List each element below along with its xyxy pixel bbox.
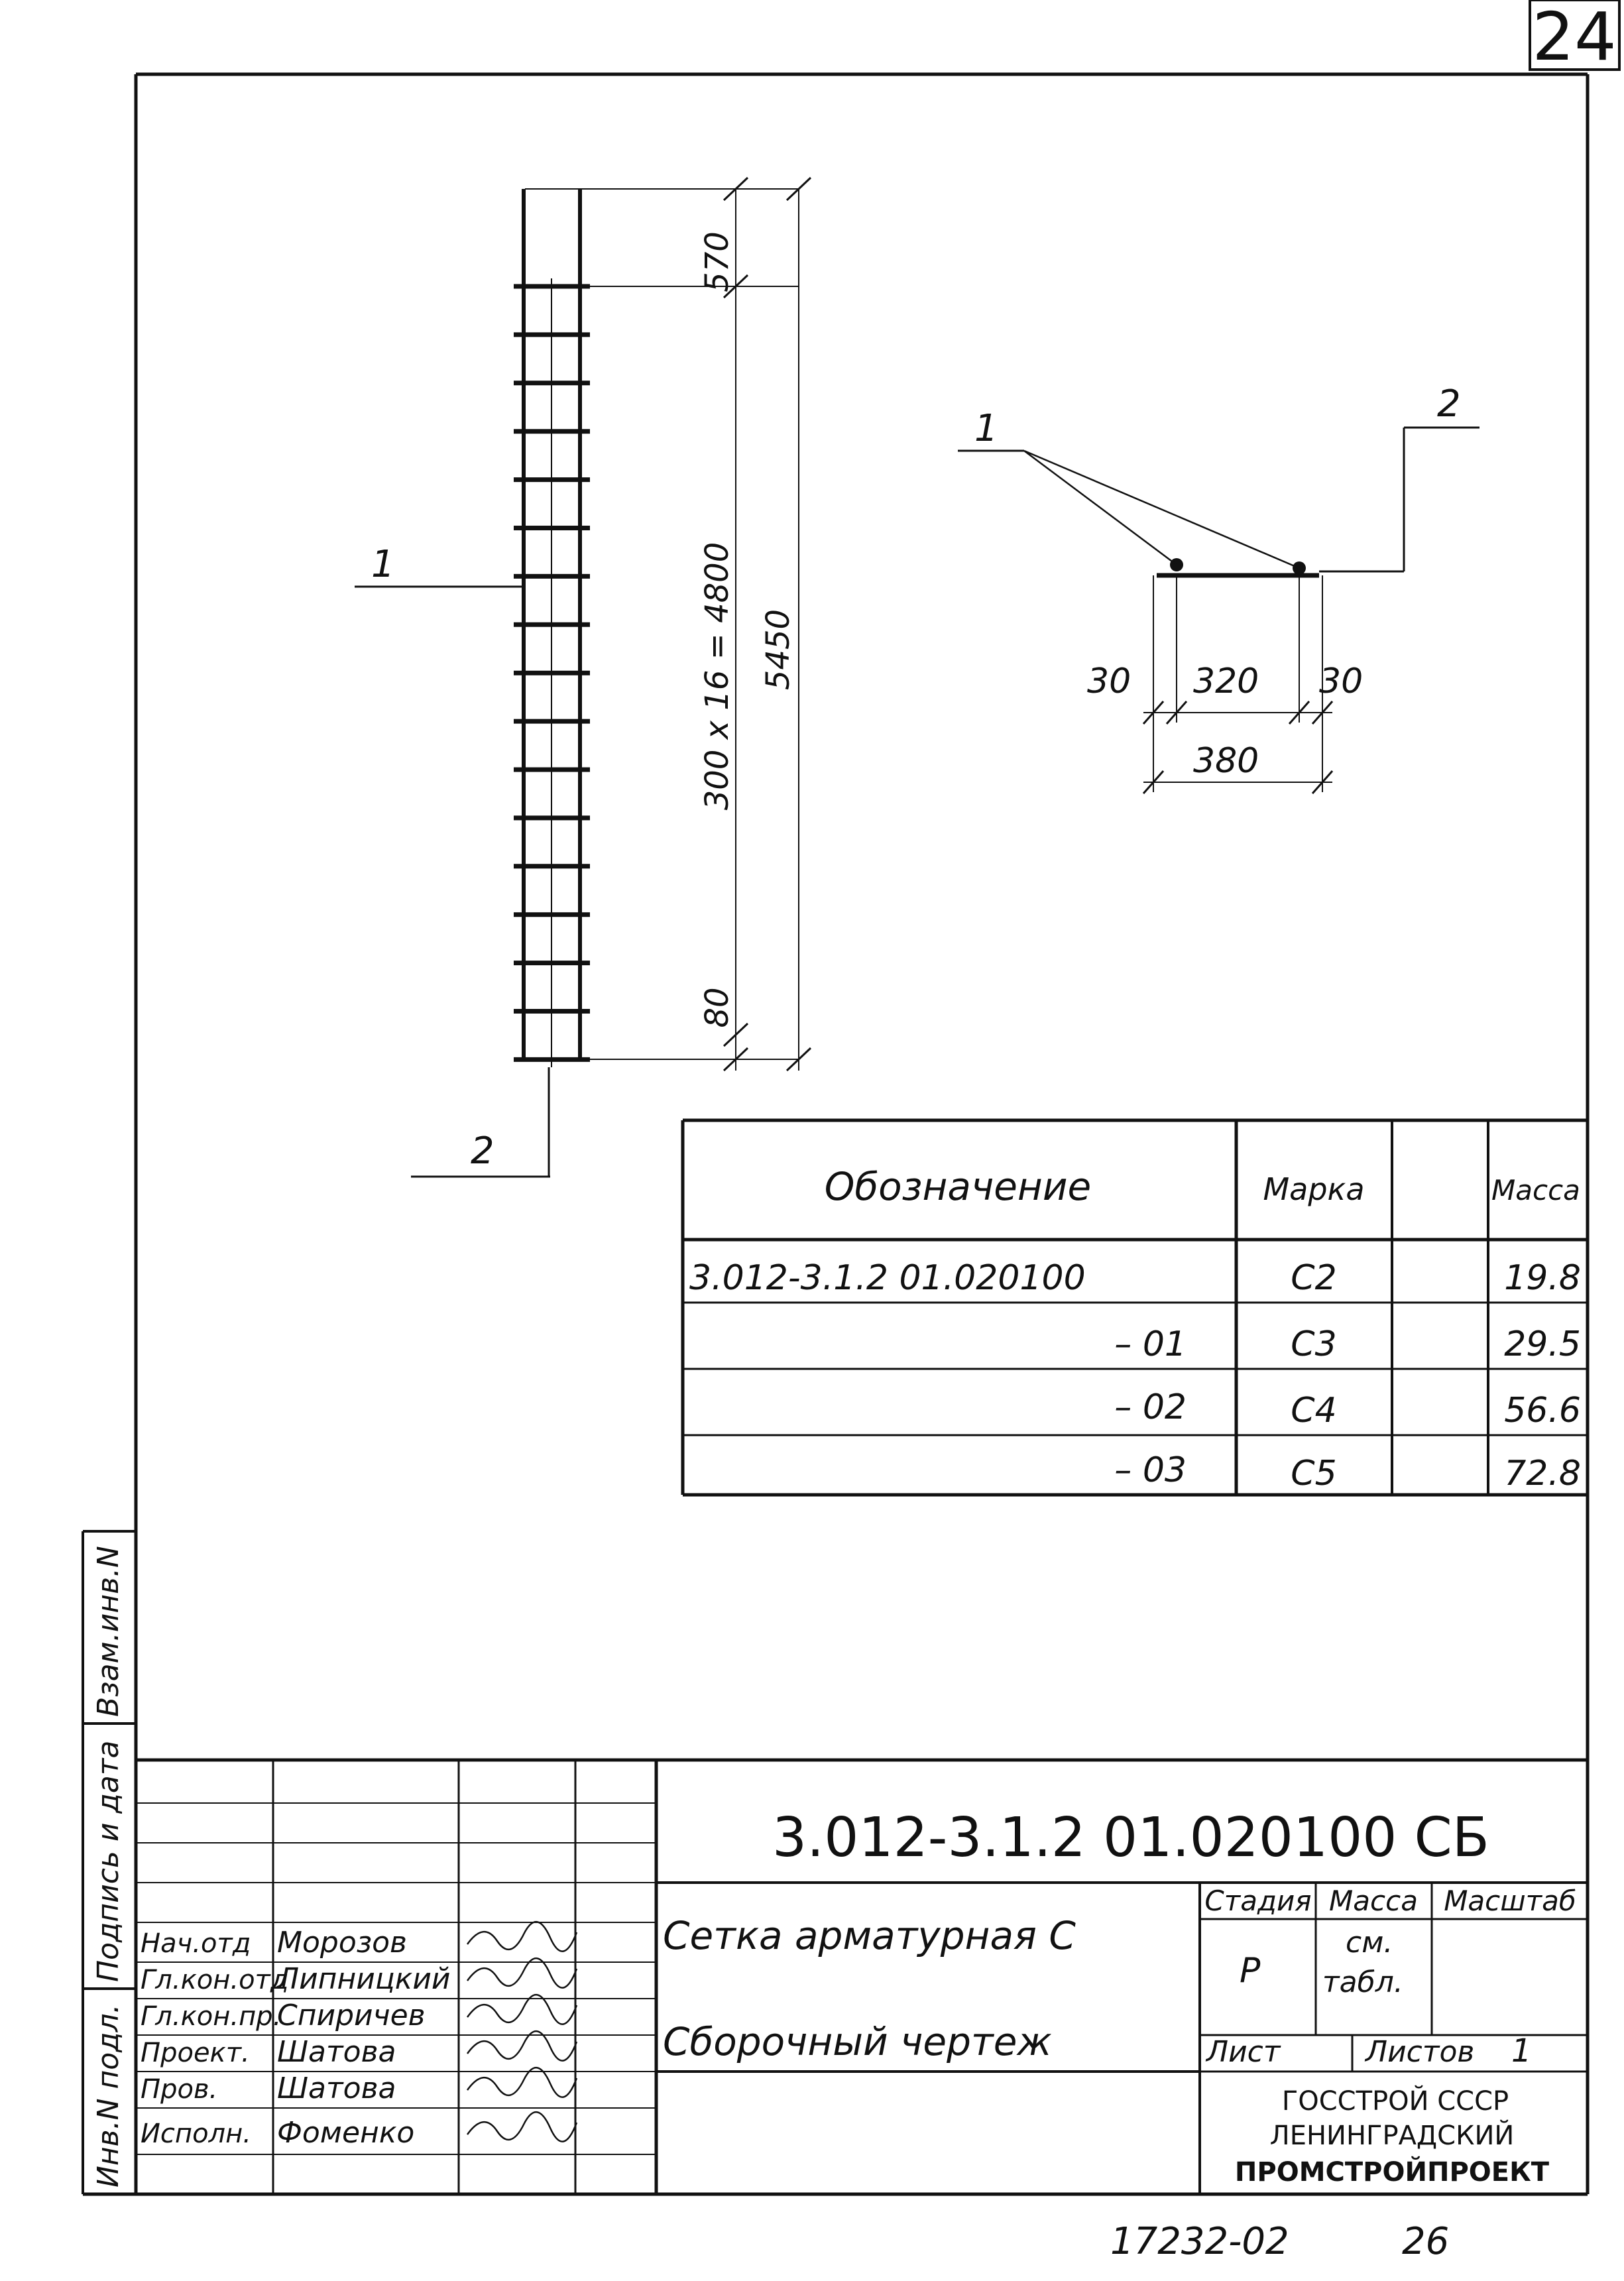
document-code: 3.012-3.1.2 01.020100 СБ: [772, 1806, 1490, 1869]
spec-row-2-mass: 29.5: [1504, 1324, 1581, 1364]
spec-row-3-designation: – 02: [1114, 1387, 1187, 1427]
sheet-label: Лист: [1206, 2035, 1281, 2069]
spec-row-2-designation: – 01: [1114, 1324, 1187, 1364]
spec-header-designation: Обозначение: [824, 1164, 1092, 1209]
signer-name: Шатова: [277, 2072, 396, 2105]
stage-value: Р: [1240, 1951, 1261, 1991]
spec-row-4-mass: 72.8: [1504, 1454, 1581, 1493]
signer-name: Фоменко: [277, 2116, 415, 2150]
side-field-replace-inv: Взам.инв.N: [91, 1546, 125, 1717]
document-type: Сборочный чертеж: [663, 2019, 1052, 2064]
org-line-3: ПРОМСТРОЙПРОЕКТ: [1234, 2157, 1550, 2188]
mesh-elevation-view: [355, 178, 811, 1177]
dim-total-width: 380: [1193, 741, 1259, 781]
signer-name: Шатова: [277, 2035, 396, 2069]
dim-right: 30: [1319, 662, 1363, 701]
side-stamp: [83, 1531, 136, 2194]
sheets-label: Листов: [1365, 2035, 1475, 2069]
mass-header: Масса: [1329, 1885, 1418, 1917]
signer-name: Липницкий: [277, 1962, 451, 1996]
mesh-section-view: [958, 382, 1479, 793]
spec-table: [683, 1120, 1588, 1495]
spec-row-2-mark: С3: [1291, 1324, 1337, 1364]
spec-row-4-designation: – 03: [1114, 1450, 1187, 1490]
footer: [1110, 2220, 1449, 2263]
scale-header: Масштаб: [1444, 1885, 1576, 1917]
product-name: Сетка арматурная С: [663, 1913, 1076, 1958]
dim-middle: 300 x 16 = 4800: [699, 542, 736, 811]
signer-name: Морозов: [277, 1926, 407, 1959]
mass-value-line1: см.: [1346, 1926, 1393, 1959]
section-position-2-label: 2: [1437, 382, 1461, 426]
spec-row-4-mark: С5: [1291, 1454, 1337, 1493]
spec-row-1-mark: С2: [1291, 1258, 1337, 1298]
position-2-label: 2: [471, 1130, 494, 1173]
org-line-1: ГОССТРОЙ СССР: [1281, 2086, 1509, 2117]
dim-top: 570: [699, 231, 736, 292]
signer-role: Исполн.: [141, 2119, 251, 2149]
title-block: [136, 1760, 1588, 2194]
spec-row-1-mass: 19.8: [1504, 1258, 1581, 1298]
spec-header-mark: Марка: [1263, 1171, 1365, 1207]
side-field-signature-date: Подпись и дата: [91, 1740, 125, 1982]
dim-total: 5450: [760, 609, 797, 691]
signer-role: Нач.отд: [141, 1928, 251, 1959]
mass-value-line2: табл.: [1322, 1965, 1403, 1999]
footer-page: 26: [1402, 2220, 1450, 2263]
signers-list: [141, 1922, 577, 2150]
spec-row-3-mark: С4: [1291, 1391, 1337, 1431]
stage-header: Стадия: [1204, 1885, 1312, 1917]
dim-left: 30: [1087, 662, 1131, 701]
signer-role: Гл.кон.пр.: [141, 2001, 282, 2032]
signer-role: Пров.: [141, 2074, 218, 2105]
section-position-1-label: 1: [974, 407, 998, 450]
spec-row-3-mass: 56.6: [1504, 1391, 1581, 1431]
position-1-label: 1: [371, 543, 395, 586]
signature-mark: [467, 2112, 577, 2141]
signer-role: Гл.кон.отд: [141, 1965, 289, 1995]
side-field-inv-no: Инв.N подл.: [91, 2004, 125, 2188]
signature-mark: [467, 1922, 577, 1951]
dim-bottom: 80: [699, 987, 736, 1028]
signer-role: Проект.: [141, 2038, 250, 2068]
corner-number: 24: [1532, 0, 1617, 76]
footer-code: 17232-02: [1110, 2220, 1289, 2263]
dim-middle-width: 320: [1193, 662, 1259, 701]
signer-name: Спиричев: [277, 1999, 426, 2032]
org-line-2: ЛЕНИНГРАДСКИЙ: [1269, 2121, 1515, 2151]
sheets-value: 1: [1511, 2032, 1532, 2070]
spec-header-mass: Масса: [1491, 1174, 1580, 1206]
spec-row-1-designation: 3.012-3.1.2 01.020100: [689, 1258, 1086, 1298]
